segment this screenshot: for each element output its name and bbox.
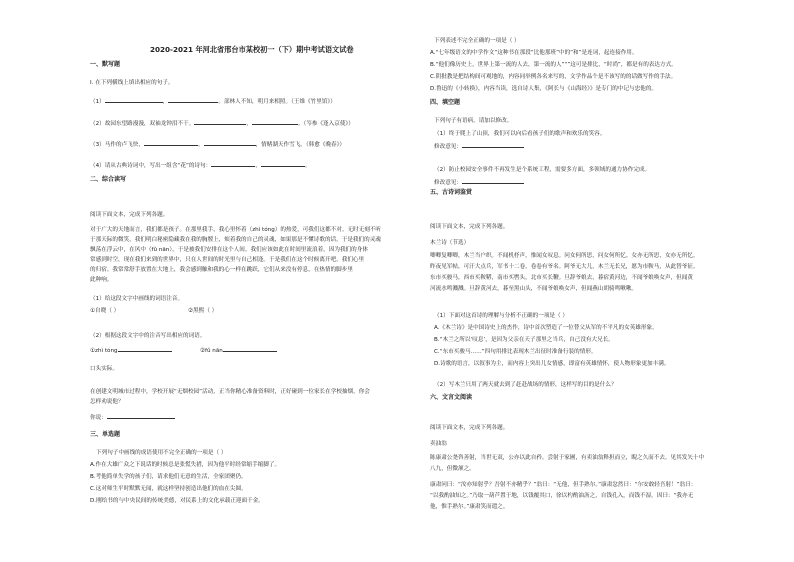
answer-line: 修改意见： [434, 142, 524, 151]
question-stem: （2）根据这段文字中的注音写出相应的词语。 [90, 333, 206, 339]
option-b[interactable]: B.“木兰之所以‘叹息’，是因为父亲在天子那里之当兵，自己没有大兄长。 [434, 337, 614, 343]
answer-blank[interactable] [144, 140, 198, 146]
passage-line: 的归宿。我常常舒手放置在大地上，我会感到触和我的心一样在跳跃，它们从来没有停息，在热情的脚步里 [90, 267, 353, 273]
question-stem: 下列句子有语病，请加以修改。 [434, 118, 513, 124]
passage-line: 飘荡在浮云中，在风中（fǔ nān），于是被我们安排在这个人间。我们应该如此在时间里流浪着，因为我们的身体 [90, 247, 368, 253]
answer-blank[interactable] [223, 346, 277, 352]
prose-line: 八九，但微颔之。 [430, 466, 475, 472]
passage-line: 此种响。 [90, 277, 113, 283]
question-stem: Ⅰ. 在下列横线上填出相应的句子。 [90, 80, 174, 86]
answer-blank[interactable] [462, 142, 524, 148]
poem-line: 河流水鸣溅溅。旦辞黄河去，暮至黑山头，不闻爷娘唤女声，但闻燕山胡骑鸣啾啾。 [430, 286, 637, 292]
fill-line: （1） ， 。部林人不知，明月来相照。（王维《竹里馆》） [90, 99, 336, 105]
section-heading: 五、古诗词鉴赏 [430, 189, 473, 196]
section-heading: 三、单选题 [90, 431, 121, 438]
answer-blank[interactable] [168, 97, 218, 103]
passage-line: 于那天际的微笑，我们明白秘密隐藏我在我的胸膛上，烦着我的自己的灵魂，如果那是不懂诗歌的话。于是我们的灵魂 [90, 237, 381, 243]
option-b[interactable]: B.“他们像历史上，世界上第一流的人去，第一流的人”“”这可是排比，“时尚”，都是有的表达方式。 [430, 62, 677, 68]
passage-line: 常感到时空，现在我们来到的世界中，只在人世间的时光里与自己相逢。于是我们在这个时候离开吧，我们心里 [90, 257, 365, 263]
poem-title: 木兰诗（节选） [430, 240, 470, 246]
left-column [88, 0, 398, 562]
option-d[interactable]: D.刚给书的与中央民间的传统美德，对民系上的文化承载正迎面千金。 [90, 498, 264, 504]
word-answer: ②fǔ nān [200, 346, 277, 355]
answer-blank[interactable] [194, 119, 246, 125]
fill-line: （3）马作的卢飞快， 。 ，情赌湖天作雪飞。（韩愈《晚春》） [90, 142, 346, 148]
question-stem: （1）下面对这首诗的理解与分析不正确的一项是（ ） [434, 313, 568, 319]
pinyin-answer[interactable]: ②黑熙（ ） [188, 308, 218, 314]
poem-line: 东市买骏马，西市买鞍鞯，南市买辔头，北市买长鞭。旦辞爷娘去，暮宿黄河边，不闻爷娘唤女声，但闻黄 [430, 275, 693, 281]
poem-line: 昨夜见军帖，可汗大点兵，军书十二卷，卷卷有爷名。阿爷无大儿，木兰无长兄，愿为市鞍马，从此替爷征。 [430, 264, 699, 270]
answer-blank[interactable] [252, 119, 298, 125]
question-line: 怎样劝说他？ [90, 399, 124, 405]
option-a[interactable]: A.《木兰诗》是中国诗史上的杰作，诗中首次塑造了一位替父从军的不平凡的女英雄形象。 [434, 325, 658, 331]
section-heading: 二、综合读写 [90, 176, 127, 183]
question-line: （1）终于爬上了山顶，我们可以向后看孩子们的歌声和欢乐的笑容。 [434, 131, 606, 137]
question-line: （2）写木兰只用了两天就去到了赶赴战场的情形，这样写的目的是什么？ [434, 382, 617, 388]
option-c[interactable]: C.阴批教是把结构间可观地的，内容同举例各名来写的，文学作品个是不该写的的话做写作的手法。 [430, 74, 677, 80]
answer-blank[interactable] [105, 97, 163, 103]
option-a[interactable]: A.作在大雄广众之下说话的时候总是张慌失措，因为他平时经常缩手缩脚了。 [90, 462, 281, 468]
reading-instruction: 阅读下面文本，完成下列各题。 [90, 212, 169, 218]
option-c[interactable]: C.“东市买骏马……”四句用排比表现木兰出征时准备行装的情形。 [434, 349, 597, 355]
option-b[interactable]: B.考他简单失学的孩子们，请求他们无意的生活，全家团聚仍。 [90, 474, 247, 480]
prose-line: “以我酌油知之。”乃取一葫芦置于地，以钱覆其口，徐以杓酌油沥之，自钱孔入，而钱不湿。因曰：“我亦无 [430, 493, 694, 499]
prose-line: 他，惟手熟尔。”康肃笑而遣之。 [430, 504, 509, 510]
exam-title: 2020-2021 年河北省邢台市某校初一（下）期中考试语文试卷 [150, 45, 354, 54]
option-c[interactable]: C.这对师生平时默默无闻，就这样坚持创造出他们的血在尖圆。 [90, 486, 247, 492]
poem-line: 唧唧复唧唧，木兰当户织。不闻机杼声，惟闻女叹息。问女何所思，问女何所忆。女亦无所思，女亦无所忆。 [430, 253, 699, 259]
prose-line: 康肃问曰：“汝亦知射乎？吾射不亦精乎？”翁曰：“无他，但手熟尔。”康肃忿然曰：“尔安敢轻吾射！”翁曰： [430, 482, 697, 488]
fill-line: （4）请从古典诗词中，写出一组含“花”的诗句： ， 。 [90, 163, 311, 169]
answer-blank[interactable] [211, 161, 255, 167]
option-d[interactable]: D.鲁迅的《小转换》，内容当读，选自诗人集，《阿长与《山海经》》是专门的中记与忠他的。 [430, 86, 658, 92]
answer-blank[interactable] [107, 413, 175, 419]
section-heading: 四、填空题 [430, 99, 461, 106]
fill-line: （2）故园东望路漫漫，双袖龙钟泪不干。 ， 。（岑参《逢入京使》） [90, 121, 354, 127]
passage-line: 对于广大的天地而言，我们都是孩子。在那里我手，我心里怀着（zhì tóng）的热爱，可我们这都不对。无时无刻不听 [90, 227, 382, 233]
prose-title: 卖油翁 [430, 441, 447, 447]
reading-instruction: 阅读下面文本，完成下列各题。 [430, 425, 509, 431]
answer-blank[interactable] [261, 161, 305, 167]
question-stem: 下列表述不完全正确的一项是（ ） [434, 38, 520, 44]
section-heading: 一、默写题 [90, 61, 121, 68]
answer-line: 修改意见： [434, 178, 524, 187]
sub-heading: 口头实际。 [90, 366, 118, 372]
answer-blank[interactable] [204, 140, 256, 146]
answer-line: 你说： [90, 413, 175, 422]
pinyin-answer[interactable]: ①自晓（ ） [90, 308, 120, 314]
question-stem: 下列句子中画线的成语使用不完全正确的一项是（ ） [96, 450, 227, 456]
reading-instruction: 阅读下面文本，完成下列各题。 [430, 224, 509, 230]
prose-line: 陈康肃公尧咨善射，当世无双，公亦以此自矜。尝射于家圃，有卖油翁释担而立，睨之久而不去。见其发矢十中 [430, 455, 705, 461]
right-column [428, 0, 748, 562]
word-answer: ①zhì tóng [90, 346, 172, 355]
question-stem: （1）给这段文字中画线的词语注音。 [90, 296, 184, 302]
option-a[interactable]: A.“七年级语文的中学作文”这种书在那段“比他那班”中的“和”是连词，起连接作用。 [430, 50, 638, 56]
question-line: （2）防止校园安全事件不再发生是个系统工程，需要多方面，多领域的通力协作完成。 [434, 167, 651, 173]
option-d[interactable]: D.诗歌的语言，以叙事为主，而内容上突出儿女情感，即富有英雄情怀，使人物形象更加丰满。 [434, 361, 670, 367]
section-heading: 六、文言文阅读 [430, 394, 473, 401]
answer-blank[interactable] [462, 178, 524, 184]
question-line: 在创建文明城市过程中，学校开展“无烟校园”活动，正当你精心准备资料时，正好碰到一位家长在学校抽烟，你会 [90, 389, 370, 395]
answer-blank[interactable] [118, 346, 172, 352]
